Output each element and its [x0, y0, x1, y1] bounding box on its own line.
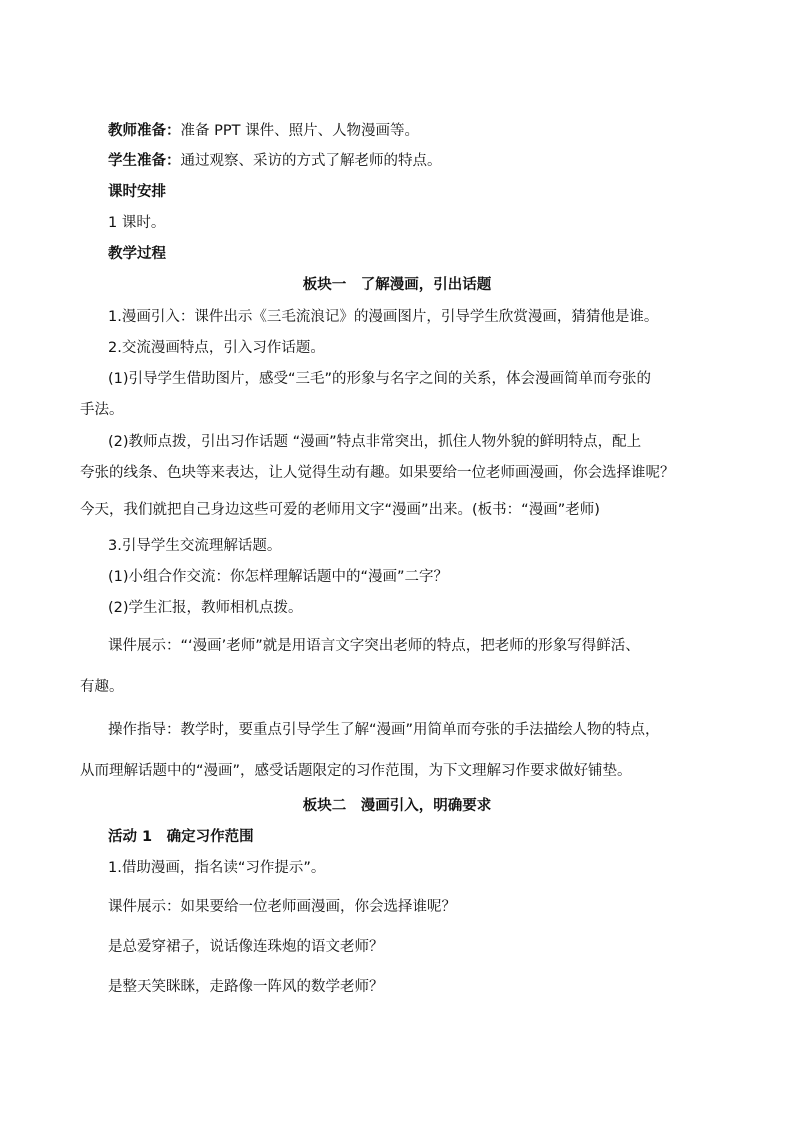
teacher-prep-text: 准备 PPT 课件、照片、人物漫画等。	[180, 123, 420, 139]
student-prep	[108, 151, 442, 171]
block1-p5: 3.引导学生交流理解话题。	[108, 538, 282, 554]
block1-p4-line2: 夸张的线条、色块等来表达，让人觉得生动有趣。如果要给一位老师画漫画，你会选择谁呢？	[80, 465, 675, 481]
block2-title: 板块二 漫画引入，明确要求	[302, 798, 492, 814]
block2-activity: 活动 1 确定习作范围	[108, 829, 254, 845]
teacher-prep	[108, 121, 419, 141]
block1-p8-line1: 课件展示：“‘漫画’老师”就是用语言文字突出老师的特点，把老师的形象写得鲜活、	[108, 638, 640, 654]
block1-p7: (2)学生汇报，教师相机点拨。	[108, 600, 303, 616]
teacher-prep-label: 教师准备：	[108, 123, 181, 139]
student-prep-label: 学生准备：	[108, 153, 181, 169]
block2-p1: 1.借助漫画，指名读“习作提示”。	[108, 860, 326, 876]
block1-p4-line3: 今天，我们就把自己身边这些可爱的老师用文字“漫画”出来。(板书：“漫画”老师)	[80, 502, 600, 518]
block1-p9-line2: 从而理解话题中的“漫画”，感受话题限定的习作范围，为下文理解习作要求做好铺垫。	[80, 763, 632, 779]
student-prep-text: 通过观察、采访的方式了解老师的特点。	[180, 153, 442, 169]
block1-p1: 1.漫画引入：课件出示《三毛流浪记》的漫画图片，引导学生欣赏漫画，猜猜他是谁。	[108, 309, 659, 325]
process-heading: 教学过程	[108, 246, 166, 262]
schedule-heading: 课时安排	[108, 184, 166, 200]
block2-p4: 是整天笑眯眯，走路像一阵风的数学老师？	[108, 979, 384, 995]
block2-p2: 课件展示：如果要给一位老师画漫画，你会选择谁呢？	[108, 899, 456, 915]
block1-p6: (1)小组合作交流：你怎样理解话题中的“漫画”二字？	[108, 569, 449, 585]
block1-title: 板块一 了解漫画，引出话题	[302, 277, 492, 293]
block2-p3: 是总爱穿裙子，说话像连珠炮的语文老师？	[108, 939, 384, 955]
block1-p2: 2.交流漫画特点，引入习作话题。	[108, 340, 325, 356]
block1-p3-line1: (1)引导学生借助图片，感受“三毛”的形象与名字之间的关系，体会漫画简单而夸张的	[108, 371, 652, 387]
block1-p4-line1: (2)教师点拨，引出习作话题 “漫画”特点非常突出，抓住人物外貌的鲜明特点，配上	[108, 434, 642, 450]
schedule-text: 1 课时。	[108, 215, 166, 231]
block1-p3-line2: 手法。	[80, 402, 124, 418]
block1-p9-line1: 操作指导：教学时，要重点引导学生了解“漫画”用简单而夸张的手法描绘人物的特点，	[108, 722, 660, 738]
block1-p8-line2: 有趣。	[80, 679, 124, 695]
